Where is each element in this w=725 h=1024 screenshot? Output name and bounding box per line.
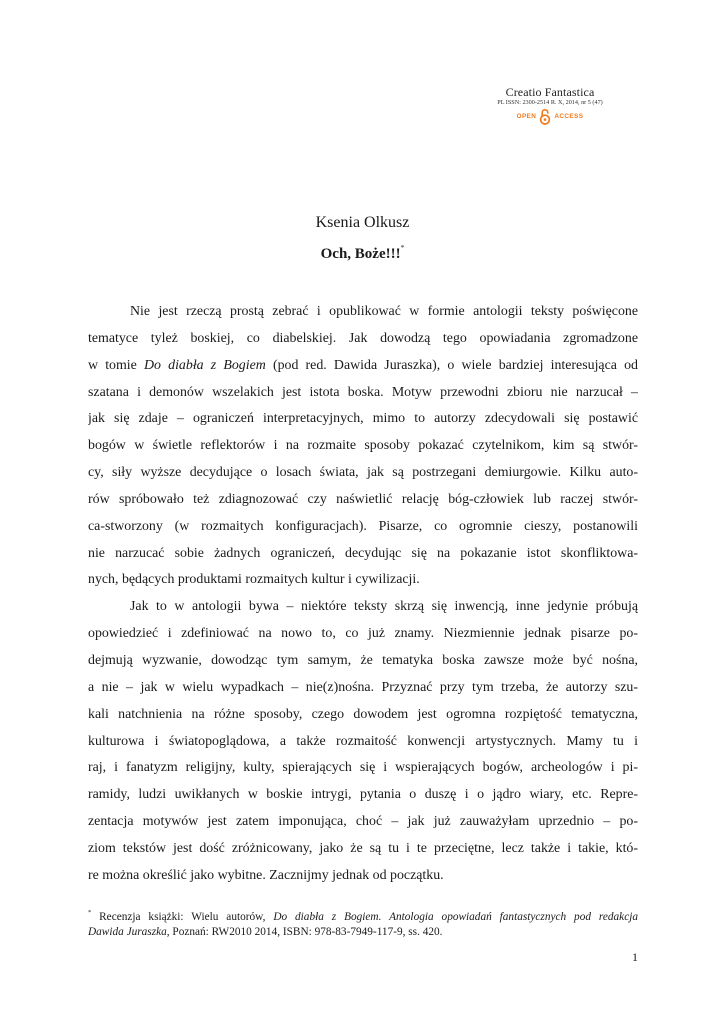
journal-header	[470, 86, 630, 125]
body-line: kulturowa i światopoglądowa, a także rozmaitość konwencji artystycznych. Mamy tu i	[88, 733, 638, 749]
journal-issn: PL ISSN: 2300-2514 R. X, 2014, nr 5 (47)	[497, 99, 603, 106]
body-line: raj, i fanatyzm religijny, kulty, spierających się i wspierających bogów, archeologów i pi-	[88, 760, 638, 776]
body-line: bogów w świetle reflektorów i na rozmaite sposoby pokazać czytelnikom, kim są stwór-	[88, 438, 638, 454]
body-line: tematyce tyleż boskiej, co diabelskiej. Jak dowodzą tego opowiadania zgromadzone	[88, 330, 638, 346]
body-line: jak się zdaje – ograniczeń interpretacyjnych, mimo to autorzy zdecydowali się postawić	[88, 411, 638, 427]
body-line: zentacja motywów jest zatem imponująca, choć – jak już zauważyłam uprzednio – po-	[88, 814, 638, 830]
footnote-line	[88, 904, 638, 923]
body-line: cy, siły wyższe decydujące o losach świata, jak są postrzegani demiurgowie. Kilku auto-	[88, 465, 638, 481]
body-text: (pod red. Dawida Juraszka), o wiele bardziej interesująca od	[265, 357, 638, 373]
open-access-badge	[470, 108, 630, 125]
footnote-line	[88, 923, 638, 942]
body-line: nych, będących produktami rozmaitych kultur i cywilizacji.	[88, 572, 420, 588]
body-line: a nie – jak w wielu wypadkach – nie(z)nośna. Przyznać przy tym trzeba, że autorzy szu-	[88, 679, 638, 695]
body-text: w tomie	[88, 357, 144, 373]
article-body	[88, 299, 638, 890]
journal-title: Creatio Fantastica	[505, 85, 595, 99]
body-line: nie narzucać sobie żadnych ograniczeń, decydując się na pokazanie istot skonfliktowa-	[88, 545, 638, 561]
footnote-text: Recenzja książki: Wielu autorów,	[91, 910, 274, 923]
body-line: ca-stworzony (w rozmaitych konfiguracjach). Pisarze, co ogromnie cieszy, postanowili	[88, 518, 638, 534]
page-number: 1	[632, 950, 638, 964]
article-title	[0, 245, 725, 263]
body-line	[88, 353, 638, 380]
body-line: rów spróbowało też zdiagnozować czy naświetlić relację bóg-człowiek lub raczej stwór-	[88, 491, 638, 507]
body-line: re można określić jako wybitne. Zacznijmy jednak od początku.	[88, 867, 444, 883]
footnote-editor: Dawida Juraszka	[88, 926, 167, 938]
open-access-label: OPEN	[516, 112, 537, 120]
open-access-lock-icon	[539, 108, 551, 125]
body-line: szatana i demonów wszelakich jest istota boska. Motyw przewodni zbioru nie narzucał –	[88, 384, 638, 400]
article-author: Ksenia Olkusz	[315, 214, 410, 231]
article-title-text: Och, Boże!!!	[320, 246, 401, 262]
body-line: kali natchnienia na różne sposoby, czego dowodem jest ogromna rozpiętość tematyczna,	[88, 706, 638, 722]
footnote-mark: *	[88, 909, 92, 916]
body-line: Nie jest rzeczą prostą zebrać i opublikować w formie antologii teksty poświęcone	[130, 304, 638, 319]
body-line: dejmują wyzwanie, dowodząc tym samym, że tematyka boska zawsze może być nośna,	[88, 652, 638, 668]
footnote-book-title: Do diabła z Bogiem. Antologia opowiadań fantastycznych pod redakcja	[273, 910, 638, 923]
open-access-label-2: ACCESS	[554, 112, 584, 120]
footnote-reference[interactable]: *	[400, 243, 405, 252]
footnote	[88, 904, 638, 942]
body-line: ziom tekstów jest dość zróżnicowany, jako że są tu i te przeciętne, lecz także i takie, któ-	[88, 840, 638, 856]
body-line: opowiedzieć i zdefiniować na nowo to, co już znamy. Niezmiennie jednak pisarze po-	[88, 626, 638, 642]
body-line: Jak to w antologii bywa – niektóre teksty skrzą się inwencją, inne jedynie próbują	[130, 599, 638, 615]
book-title-italic: Do diabła z Bogiem	[143, 357, 266, 373]
footnote-text: , Poznań: RW2010 2014, ISBN: 978-83-7949-117-9, ss. 420.	[166, 926, 443, 938]
body-line: ramidy, ludzi uwikłanych w boskie intrygi, pytania o duszę i o jądro wiary, etc. Repre-	[88, 787, 638, 803]
